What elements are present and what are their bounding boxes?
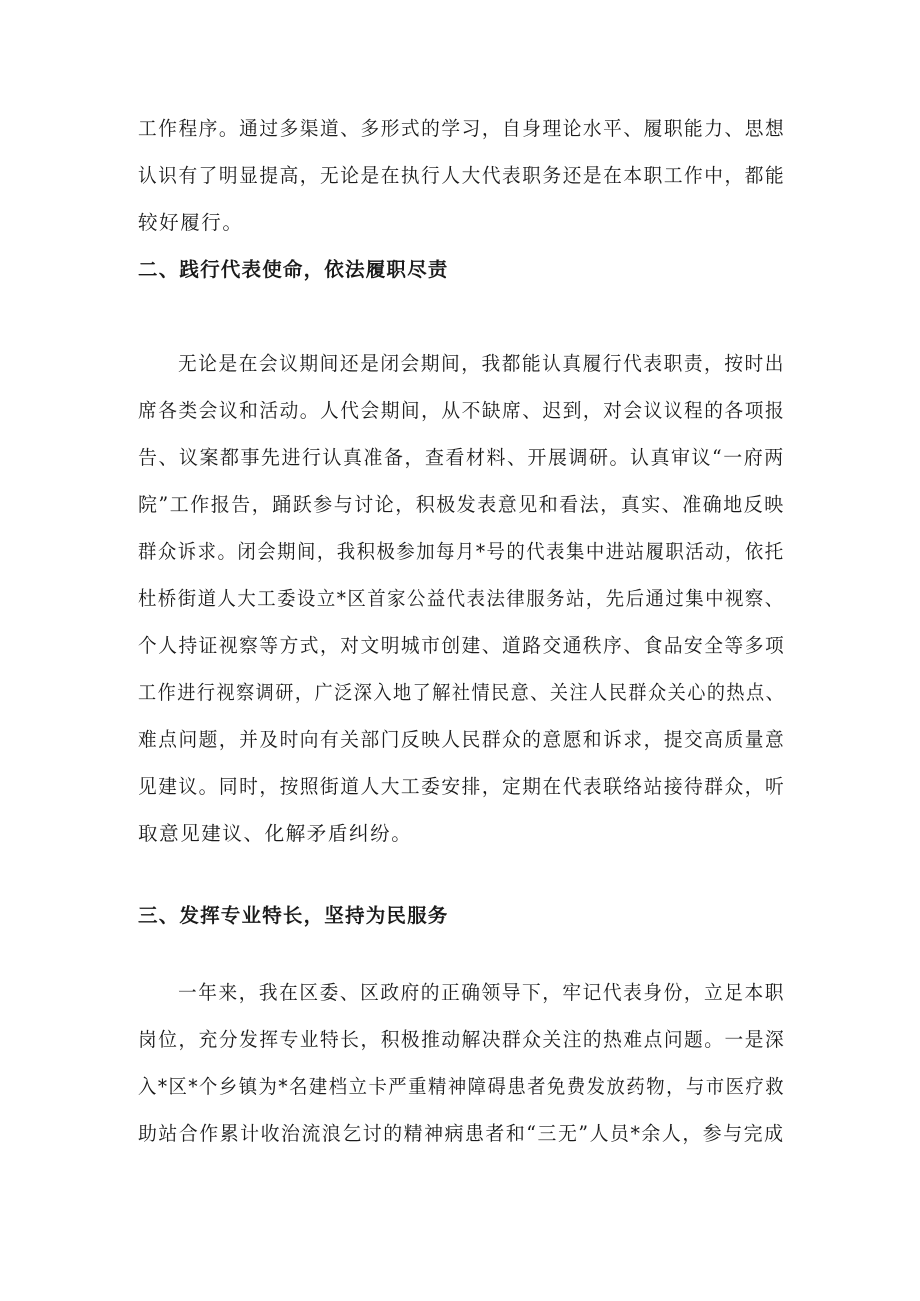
paragraph-line: 助站合作累计收治流浪乞讨的精神病患者和“三无”人员*余人，参与完成 xyxy=(138,1122,785,1145)
paragraph-line: 院”工作报告，踊跃参与讨论，积极发表意见和看法，真实、准确地反映 xyxy=(138,493,785,516)
paragraph-line: 杜桥街道人大工委设立*区首家公益代表法律服务站，先后通过集中视察、 xyxy=(138,587,785,610)
paragraph-line: 个人持证视察等方式，对文明城市创建、道路交通秩序、食品安全等多项 xyxy=(138,634,786,657)
section-heading: 二、践行代表使命，依法履职尽责 xyxy=(138,258,449,281)
paragraph-line: 取意见建议、化解矛盾纠纷。 xyxy=(138,822,413,845)
paragraph-line: 入*区*个乡镇为*名建档立卡严重精神障碍患者免费发放药物，与市医疗救 xyxy=(138,1075,786,1098)
paragraph-line: 认识有了明显提高，无论是在执行人大代表职务还是在本职工作中，都能 xyxy=(138,164,786,187)
paragraph-line: 工作进行视察调研，广泛深入地了解社情民意、关注人民群众关心的热点、 xyxy=(138,681,786,704)
paragraph-line: 工作程序。通过多渠道、多形式的学习，自身理论水平、履职能力、思想 xyxy=(138,117,786,140)
paragraph-line: 告、议案都事先进行认真准备，查看材料、开展调研。认真审议“一府两 xyxy=(138,446,785,469)
section-heading: 三、发挥专业特长，坚持为民服务 xyxy=(138,904,449,927)
paragraph-line: 难点问题，并及时向有关部门反映人民群众的意愿和诉求，提交高质量意 xyxy=(138,728,786,751)
paragraph-line: 岗位，充分发挥专业特长，积极推动解决群众关注的热难点问题。一是深 xyxy=(138,1028,786,1051)
paragraph-line: 席各类会议和活动。人代会期间，从不缺席、迟到，对会议议程的各项报 xyxy=(138,399,786,422)
paragraph-line: 一年来，我在区委、区政府的正确领导下，牢记代表身份，立足本职 xyxy=(178,981,785,1004)
paragraph-line: 见建议。同时，按照街道人大工委安排，定期在代表联络站接待群众，听 xyxy=(138,775,786,798)
paragraph-line: 无论是在会议期间还是闭会期间，我都能认真履行代表职责，按时出 xyxy=(178,352,785,375)
paragraph-line: 群众诉求。闭会期间，我积极参加每月*号的代表集中进站履职活动，依托 xyxy=(138,540,785,563)
paragraph-line: 较好履行。 xyxy=(138,211,244,234)
